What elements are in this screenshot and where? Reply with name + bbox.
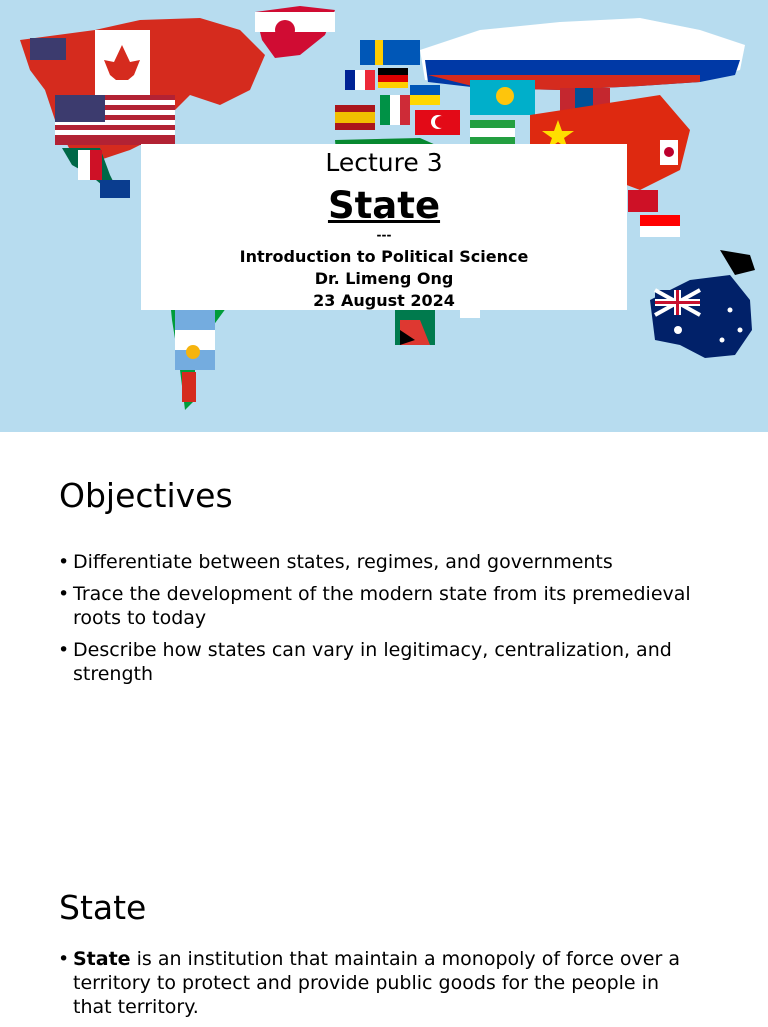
title-slide [0,0,768,432]
state-slide [0,864,768,1024]
objectives-heading: Objectives [59,476,233,515]
lecture-date: 23 August 2024 [313,291,455,310]
list-item: • Describe how states can vary in legitimacy, centralization, and strength [58,638,698,686]
list-item: • Differentiate between states, regimes, and governments [58,550,698,574]
state-term: State [73,948,131,970]
title-box [141,144,627,310]
state-definition: is an institution that maintain a monopoly of force over a territory to protect and provide public goods for the people in that territory. [73,948,680,1018]
objectives-slide [0,432,768,864]
list-item [58,947,698,1019]
objectives-list [58,550,698,694]
australia-shape [650,275,752,358]
lecture-title: State [327,184,441,227]
state-heading: State [59,888,147,927]
instructor-name: Dr. Limeng Ong [314,269,454,288]
lecture-number: Lecture 3 [325,148,443,177]
course-name: Introduction to Political Science [239,247,529,266]
lecture-info [141,246,627,312]
greenland-shape [255,6,335,58]
list-item: • Trace the development of the modern state from its premedieval roots to today [58,582,698,630]
title-separator: --- [376,228,392,242]
state-definition-list [58,947,698,1027]
